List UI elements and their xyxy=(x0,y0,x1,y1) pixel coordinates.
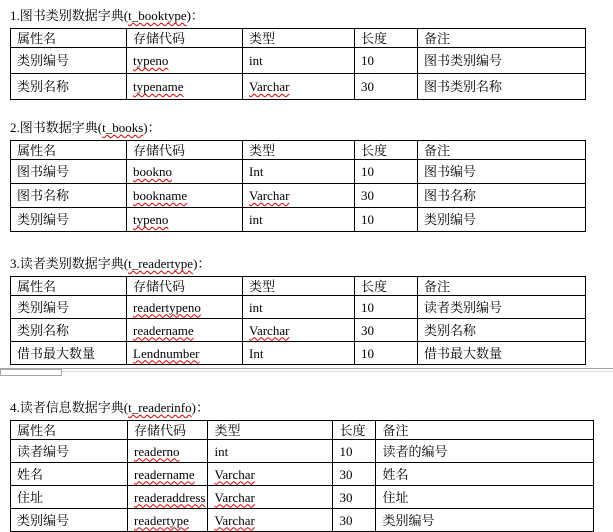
dict-title-readerinfo xyxy=(10,400,613,416)
note-cell: 类别编号 xyxy=(376,509,594,532)
code-cell: readeraddress xyxy=(128,486,208,509)
note-cell: 借书最大数量 xyxy=(418,342,586,365)
dict-title-booktype xyxy=(10,8,613,24)
title-text: )： xyxy=(191,400,209,415)
length-cell: 30 xyxy=(355,74,418,100)
header-cell: 备注 xyxy=(418,277,586,296)
length-cell: 10 xyxy=(333,440,376,463)
title-text: )： xyxy=(186,8,204,23)
type-cell: Int xyxy=(243,342,355,365)
header-cell: 类型 xyxy=(243,141,355,160)
header-cell: 备注 xyxy=(418,29,586,48)
table-row xyxy=(11,184,586,208)
note-cell: 图书编号 xyxy=(418,160,586,184)
type-cell: int xyxy=(243,48,355,74)
dict-section-booktype xyxy=(10,8,613,100)
title-table-name: t_readerinfo xyxy=(128,400,192,415)
header-cell: 属性名 xyxy=(11,29,127,48)
dict-title-readertype xyxy=(10,256,613,272)
table-row xyxy=(11,319,586,342)
type-cell: Varchar xyxy=(243,74,355,100)
dict-title-books xyxy=(10,120,613,136)
type-cell: int xyxy=(243,208,355,232)
frame-boundary-line xyxy=(0,368,613,369)
header-row xyxy=(11,29,586,48)
code-cell: typename xyxy=(127,74,243,100)
table-row xyxy=(11,509,594,532)
header-cell: 类型 xyxy=(208,421,333,440)
attr-cell: 图书名称 xyxy=(11,184,127,208)
dict-table-booktype xyxy=(10,28,586,100)
length-cell: 10 xyxy=(355,208,418,232)
code-cell: readername xyxy=(127,319,243,342)
title-table-name: t_booktype xyxy=(128,8,187,23)
attr-cell: 类别编号 xyxy=(11,296,127,319)
frame-boundary xyxy=(0,368,613,377)
length-cell: 10 xyxy=(355,48,418,74)
note-cell: 类别编号 xyxy=(418,208,586,232)
table-row xyxy=(11,342,586,365)
header-cell: 长度 xyxy=(355,141,418,160)
type-cell: Varchar xyxy=(243,184,355,208)
length-cell: 30 xyxy=(355,319,418,342)
attr-cell: 图书编号 xyxy=(11,160,127,184)
attr-cell: 类别编号 xyxy=(11,48,127,74)
note-cell: 图书类别编号 xyxy=(418,48,586,74)
title-text: 2.图书数据字典( xyxy=(10,120,103,135)
header-cell: 属性名 xyxy=(11,141,127,160)
table-row xyxy=(11,208,586,232)
dict-section-readertype xyxy=(10,256,613,365)
title-text: 3.读者类别数据字典( xyxy=(10,256,129,271)
header-cell: 存储代码 xyxy=(127,141,243,160)
header-cell: 长度 xyxy=(355,29,418,48)
length-cell: 30 xyxy=(355,184,418,208)
length-cell: 10 xyxy=(355,160,418,184)
header-row xyxy=(11,277,586,296)
code-cell: bookname xyxy=(127,184,243,208)
length-cell: 30 xyxy=(333,509,376,532)
table-row xyxy=(11,486,594,509)
title-text: 1.图书类别数据字典( xyxy=(10,8,129,23)
header-cell: 备注 xyxy=(376,421,594,440)
attr-cell: 姓名 xyxy=(11,463,128,486)
code-cell: bookno xyxy=(127,160,243,184)
note-cell: 读者的编号 xyxy=(376,440,594,463)
note-cell: 姓名 xyxy=(376,463,594,486)
header-cell: 类型 xyxy=(243,277,355,296)
note-cell: 住址 xyxy=(376,486,594,509)
attr-cell: 类别编号 xyxy=(11,208,127,232)
dict-table-books xyxy=(10,140,586,232)
code-cell: typeno xyxy=(127,48,243,74)
title-text: )： xyxy=(143,120,161,135)
frame-boundary-handle xyxy=(0,369,62,376)
attr-cell: 类别编号 xyxy=(11,509,128,532)
header-cell: 长度 xyxy=(355,277,418,296)
table-row xyxy=(11,440,594,463)
table-row xyxy=(11,48,586,74)
title-text: 4.读者信息数据字典( xyxy=(10,400,129,415)
code-cell: typeno xyxy=(127,208,243,232)
attr-cell: 读者编号 xyxy=(11,440,128,463)
note-cell: 类别名称 xyxy=(418,319,586,342)
code-cell: readertype xyxy=(128,509,208,532)
type-cell: Varchar xyxy=(208,463,333,486)
title-text: )： xyxy=(193,256,211,271)
type-cell: Varchar xyxy=(243,319,355,342)
header-cell: 存储代码 xyxy=(127,277,243,296)
code-cell: readertypeno xyxy=(127,296,243,319)
frame-boundary-line-2 xyxy=(0,371,613,372)
code-cell: readername xyxy=(128,463,208,486)
length-cell: 10 xyxy=(355,296,418,319)
length-cell: 30 xyxy=(333,463,376,486)
dict-table-readerinfo xyxy=(10,420,594,532)
table-row xyxy=(11,160,586,184)
length-cell: 30 xyxy=(333,486,376,509)
table-row xyxy=(11,74,586,100)
attr-cell: 类别名称 xyxy=(11,74,127,100)
title-table-name: t_readertype xyxy=(128,256,194,271)
attr-cell: 住址 xyxy=(11,486,128,509)
code-cell: Lendnumber xyxy=(127,342,243,365)
type-cell: Int xyxy=(243,160,355,184)
note-cell: 图书类别名称 xyxy=(418,74,586,100)
code-cell: readerno xyxy=(128,440,208,463)
type-cell: Varchar xyxy=(208,509,333,532)
type-cell: int xyxy=(208,440,333,463)
dict-table-readertype xyxy=(10,276,586,365)
header-row xyxy=(11,421,594,440)
dict-section-books xyxy=(10,120,613,232)
type-cell: int xyxy=(243,296,355,319)
attr-cell: 借书最大数量 xyxy=(11,342,127,365)
header-row xyxy=(11,141,586,160)
header-cell: 属性名 xyxy=(11,421,128,440)
title-table-name: t_books xyxy=(102,120,144,135)
header-cell: 长度 xyxy=(333,421,376,440)
attr-cell: 类别名称 xyxy=(11,319,127,342)
header-cell: 属性名 xyxy=(11,277,127,296)
dict-section-readerinfo xyxy=(10,400,613,532)
table-row xyxy=(11,296,586,319)
header-cell: 备注 xyxy=(418,141,586,160)
length-cell: 10 xyxy=(355,342,418,365)
note-cell: 读者类别编号 xyxy=(418,296,586,319)
header-cell: 存储代码 xyxy=(128,421,208,440)
header-cell: 类型 xyxy=(243,29,355,48)
note-cell: 图书名称 xyxy=(418,184,586,208)
table-row xyxy=(11,463,594,486)
type-cell: Varchar xyxy=(208,486,333,509)
header-cell: 存储代码 xyxy=(127,29,243,48)
